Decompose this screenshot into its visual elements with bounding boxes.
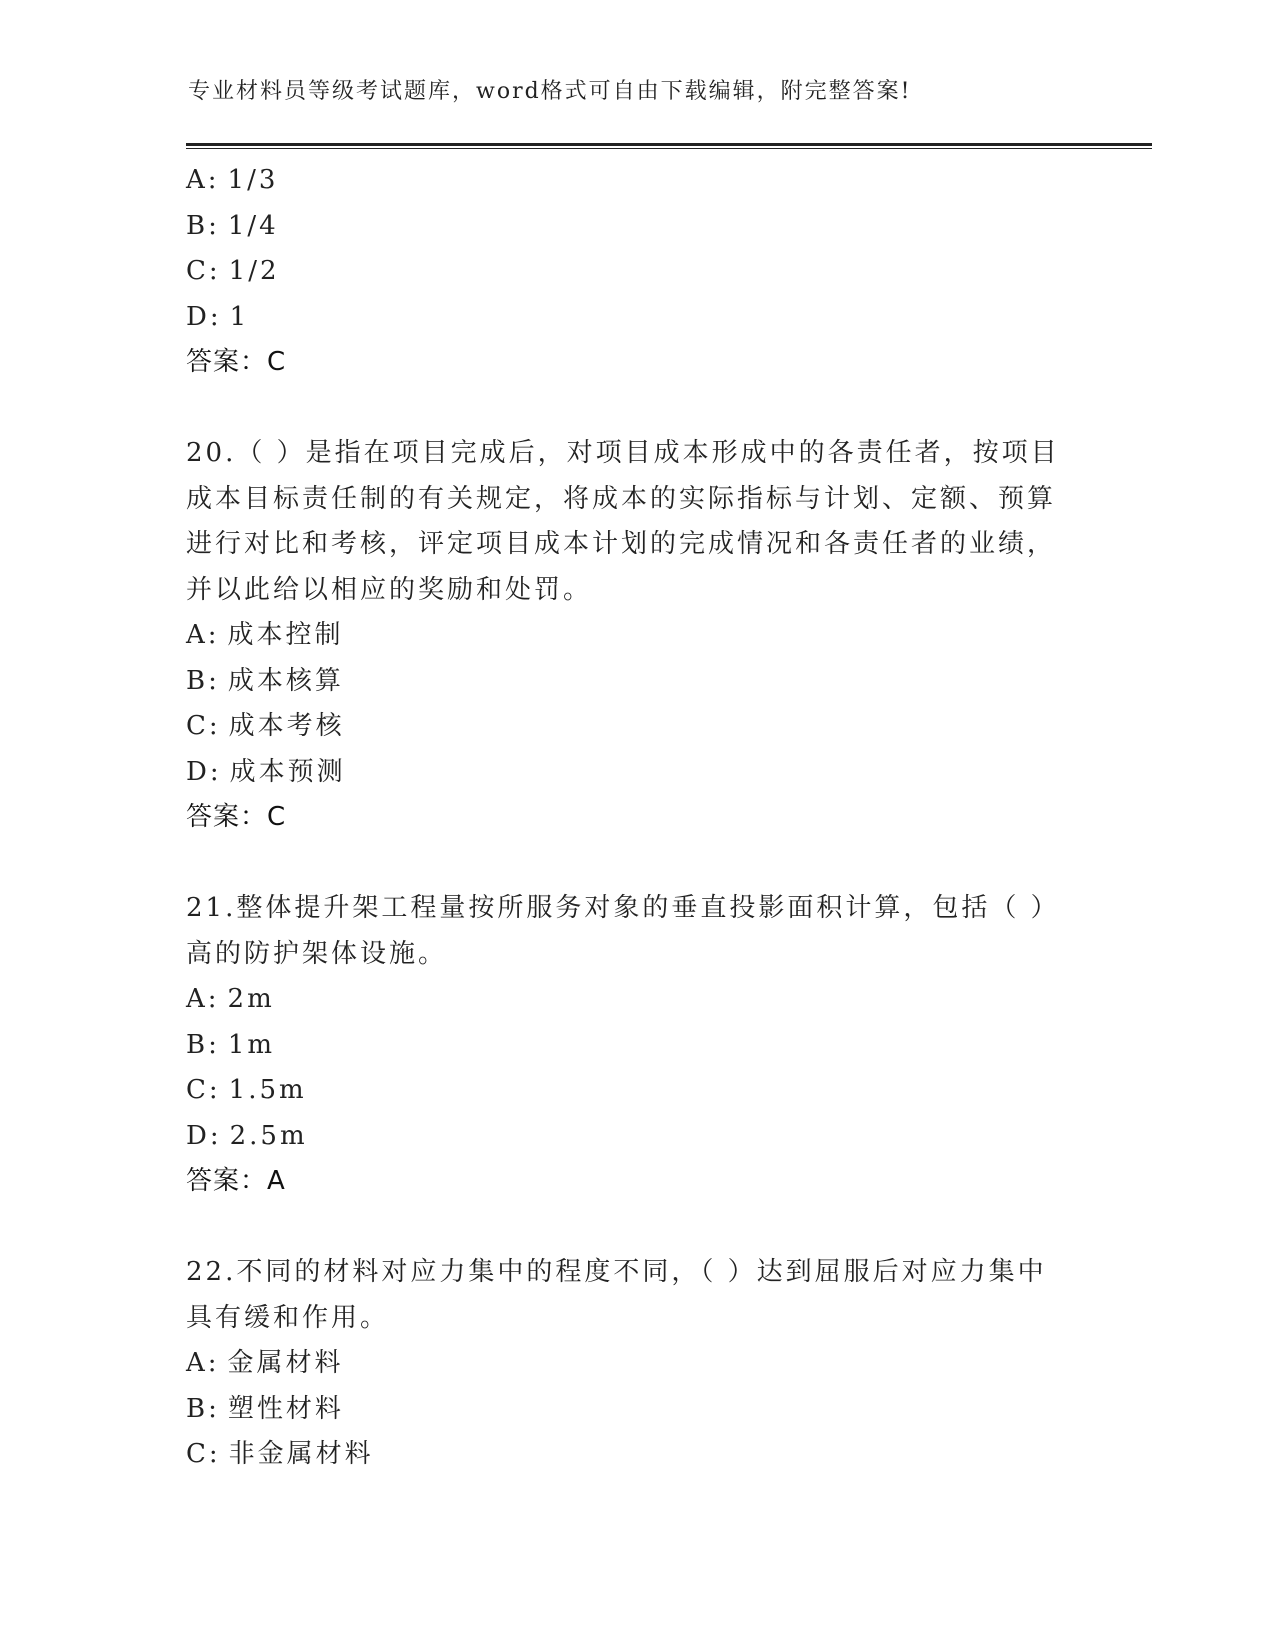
- spacer: [186, 386, 1066, 432]
- option-b: B: 1m: [186, 1029, 276, 1060]
- question-20: [186, 431, 1066, 841]
- spacer: [186, 1205, 1066, 1251]
- option-c: C: 非金属材料: [186, 1439, 374, 1469]
- option-d: D: 成本预测: [186, 756, 346, 787]
- option-b: B: 塑性材料: [186, 1393, 344, 1424]
- stem-line: 20.（ ）是指在项目完成后，对项目成本形成中的各责任者，按项目: [186, 438, 1060, 468]
- option-a: A: 2m: [186, 984, 275, 1014]
- stem-line: 22.不同的材料对应力集中的程度不同，（ ）达到屈服后对应力集中: [186, 1257, 1047, 1287]
- option-b: B: 1/4: [186, 210, 279, 241]
- question-22: [186, 1250, 1066, 1478]
- question-stem: [186, 431, 1066, 613]
- stem-line: 并以此给以相应的奖励和处罚。: [186, 574, 593, 605]
- stem-line: 具有缓和作用。: [186, 1302, 390, 1333]
- stem-line: 进行对比和考核，评定项目成本计划的完成情况和各责任者的业绩，: [186, 529, 1057, 559]
- question-stem: [186, 886, 1066, 977]
- answer-line: 答案：C: [186, 802, 287, 832]
- question-content: [186, 158, 1066, 1478]
- stem-line: 成本目标责任制的有关规定，将成本的实际指标与计划、定额、预算: [186, 483, 1057, 514]
- header-divider: [186, 143, 1152, 149]
- option-d: D: 1: [186, 301, 250, 332]
- prev-question-block: [186, 158, 1066, 386]
- option-c: C: 1/2: [186, 256, 280, 286]
- option-d: D: 2.5m: [186, 1120, 308, 1151]
- option-c: C: 成本考核: [186, 711, 345, 741]
- option-a: A: 成本控制: [186, 620, 344, 650]
- option-c: C: 1.5m: [186, 1075, 307, 1105]
- question-stem: [186, 1250, 1066, 1341]
- answer-line: 答案：A: [186, 1166, 286, 1196]
- option-a: A: 1/3: [186, 165, 279, 195]
- page-header-title: 专业材料员等级考试题库，word格式可自由下载编辑，附完整答案!: [188, 79, 912, 104]
- option-a: A: 金属材料: [186, 1348, 344, 1378]
- stem-line: 高的防护架体设施。: [186, 938, 448, 969]
- question-21: [186, 886, 1066, 1205]
- spacer: [186, 841, 1066, 887]
- answer-line: 答案：C: [186, 347, 287, 377]
- stem-line: 21.整体提升架工程量按所服务对象的垂直投影面积计算，包括（ ）: [186, 893, 1060, 923]
- option-b: B: 成本核算: [186, 665, 344, 696]
